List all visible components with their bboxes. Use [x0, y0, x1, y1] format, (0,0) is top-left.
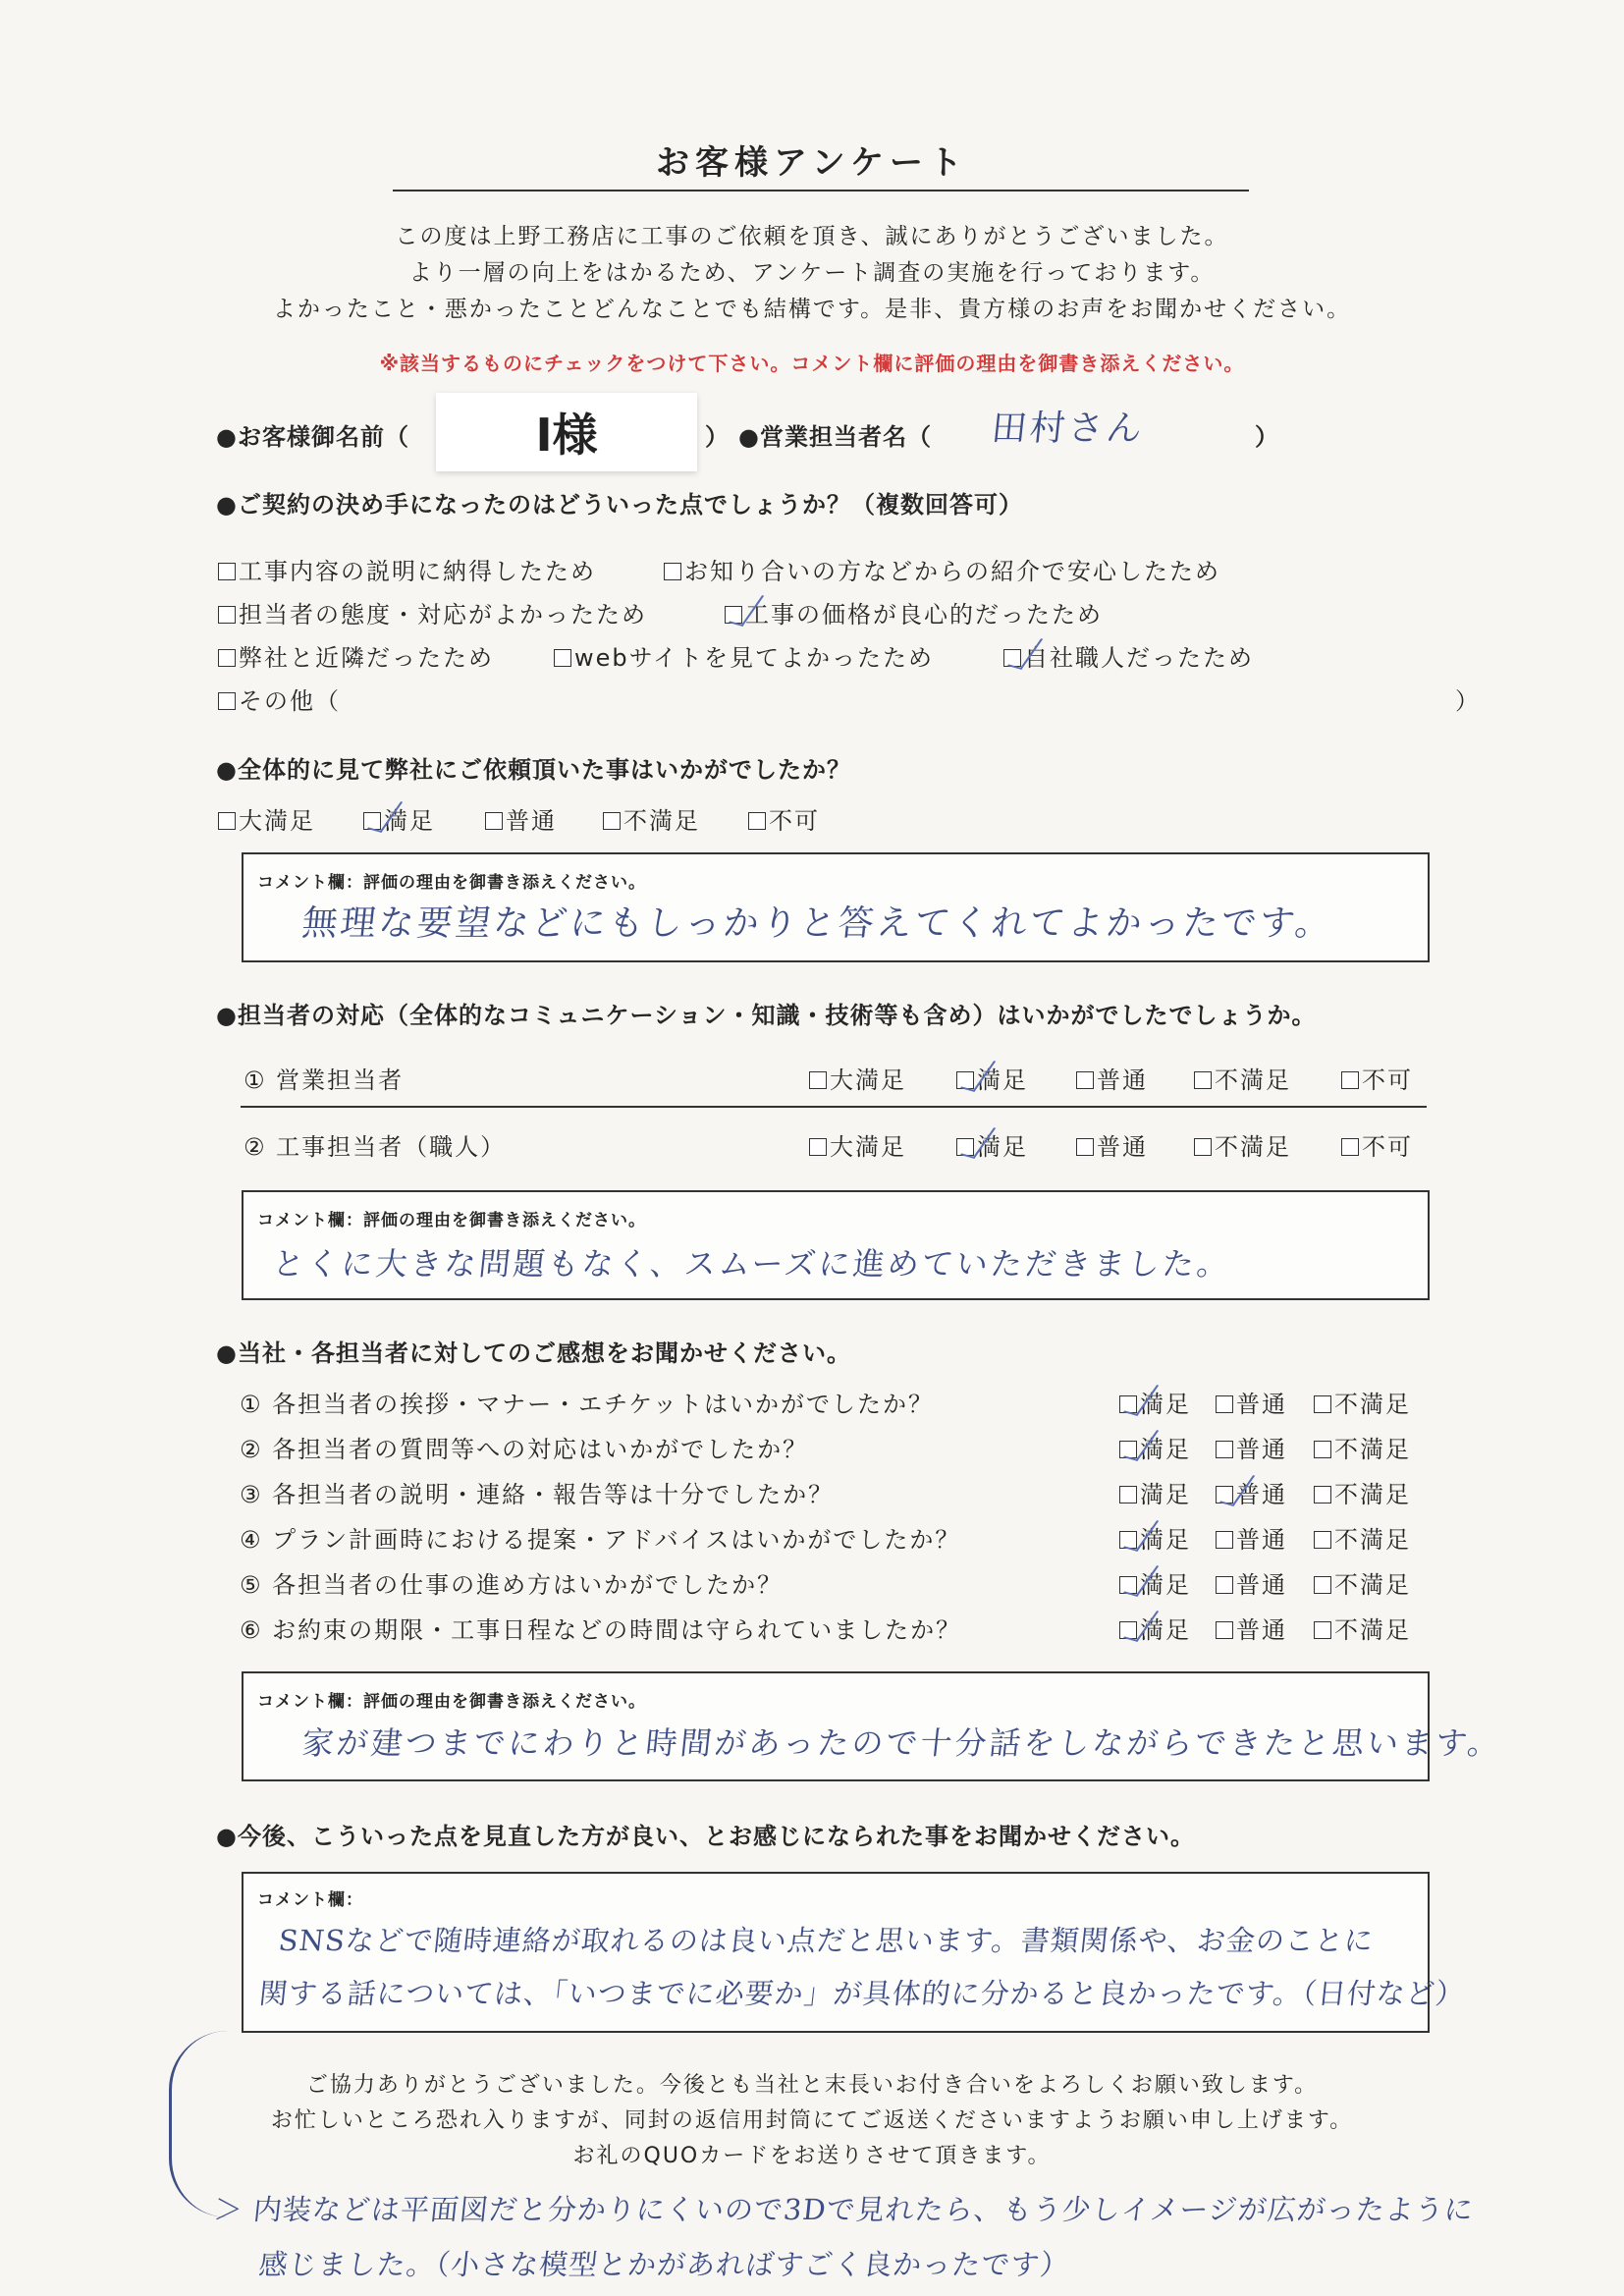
impression-item-label: ① 各担当者の挨拶・マナー・エチケットはいかがでしたか？ [240, 1391, 934, 1418]
comment-label: コメント欄： [257, 1890, 363, 1910]
impression-item-label: ⑤ 各担当者の仕事の進め方はいかがでしたか？ [240, 1571, 784, 1599]
rating-option[interactable]: 普通 [1216, 1611, 1287, 1645]
rating-option[interactable]: 普通 [1216, 1475, 1287, 1509]
rating-option[interactable]: 満足 [1119, 1565, 1191, 1600]
intro-line-2: より一層の向上をはかるため、アンケート調査の実施を行っております。 [408, 260, 1216, 286]
rating-option[interactable]: 不満足 [1314, 1475, 1411, 1509]
checkbox-option[interactable]: お知り合いの方などからの紹介で安心したため [664, 552, 1220, 586]
comment-box-staff[interactable] [242, 1190, 1430, 1300]
comment-box-improvements[interactable] [242, 1872, 1467, 2033]
checkbox-icon [1216, 1441, 1233, 1458]
checkbox-icon [485, 812, 503, 830]
rating-option[interactable]: 不可 [1341, 1061, 1413, 1095]
comment-box-impressions[interactable] [242, 1671, 1504, 1781]
rating-option[interactable]: 不満足 [1194, 1061, 1291, 1095]
checkbox-option[interactable]: 工事内容の説明に納得したため [218, 552, 596, 586]
sales-rep-label: ●営業担当者名（ [738, 423, 932, 451]
checkbox-icon [1314, 1486, 1331, 1503]
checkbox-checked-icon [363, 812, 381, 830]
checkbox-icon [1341, 1138, 1359, 1156]
comment-label: コメント欄：評価の理由を御書き添えください。 [257, 1211, 646, 1230]
rating-option[interactable]: 満足 [363, 801, 435, 836]
rating-option[interactable]: 満足 [1119, 1611, 1191, 1645]
checkbox-icon [748, 812, 766, 830]
checkbox-icon [218, 606, 236, 624]
question-contract-reason: ●ご契約の決め手になったのはどういった点でしょうか？（複数回答可） [216, 491, 1023, 519]
checkbox-checked-icon [1119, 1621, 1137, 1639]
rating-option[interactable]: 不満足 [603, 801, 700, 836]
rating-option[interactable]: 不満足 [1314, 1611, 1411, 1645]
handwritten-comment-line-1: SNSなどで随時連絡が取れるのは良い点だと思います。書類関係や、お金のことに [277, 1924, 1376, 1957]
checkbox-option[interactable]: 弊社と近隣だったため [218, 638, 494, 673]
checkbox-option[interactable]: その他（ [218, 682, 341, 716]
rating-option[interactable]: 大満足 [809, 1127, 906, 1162]
thanks-line-3: お礼のQUOカードをお送りさせて頂きます。 [572, 2144, 1052, 2168]
other-close-paren: ） [1455, 687, 1481, 715]
handwritten-comment: とくに大きな問題もなく、スムーズに進めていただきました。 [270, 1245, 1233, 1283]
handwritten-comment-line-2: 関する話については、「いつまでに必要か」が具体的に分かると良かったです。（日付など） [257, 1977, 1467, 2010]
checkbox-icon [1119, 1486, 1137, 1503]
handwritten-comment: 無理な要望などにもしっかりと答えてくれてよかったです。 [299, 903, 1335, 944]
rating-option[interactable]: 不満足 [1194, 1127, 1291, 1162]
rating-option[interactable]: 普通 [1076, 1061, 1148, 1095]
rating-option[interactable]: 普通 [1216, 1430, 1287, 1464]
checkbox-checked-icon [1003, 649, 1021, 667]
row-label-construction: ② 工事担当者（職人） [244, 1133, 507, 1161]
checkbox-icon [554, 649, 571, 667]
title-divider [393, 190, 1249, 191]
rating-option[interactable]: 不可 [1341, 1127, 1413, 1162]
checkbox-checked-icon [1119, 1531, 1137, 1549]
sales-rep-handwritten: 田村さん [989, 409, 1147, 449]
checkbox-icon [809, 1138, 827, 1156]
rating-option[interactable]: 不可 [748, 801, 820, 836]
rating-option[interactable]: 普通 [485, 801, 557, 836]
row-label-sales: ① 営業担当者 [244, 1066, 405, 1094]
checkbox-icon [1341, 1071, 1359, 1089]
checkbox-icon [1076, 1071, 1094, 1089]
rating-option[interactable]: 満足 [1119, 1475, 1191, 1509]
page-title: お客様アンケート [656, 143, 968, 183]
customer-name-label: ●お客様御名前（ [216, 423, 409, 451]
checkbox-icon [218, 563, 236, 580]
thanks-line-1: ご協力ありがとうございました。今後とも当社と末長いお付き合いをよろしくお願い致します。 [305, 2073, 1319, 2098]
checkbox-option[interactable]: 担当者の態度・対応がよかったため [218, 595, 647, 629]
checkbox-icon [1314, 1441, 1331, 1458]
checkbox-icon [1314, 1621, 1331, 1639]
checkbox-icon [1314, 1531, 1331, 1549]
checkbox-checked-icon [1119, 1441, 1137, 1458]
row-divider [241, 1106, 1427, 1108]
checkbox-checked-icon [1216, 1486, 1233, 1503]
comment-label: コメント欄：評価の理由を御書き添えください。 [257, 873, 646, 893]
impression-item-label: ② 各担当者の質問等への対応はいかがでしたか？ [240, 1436, 809, 1463]
checkbox-icon [1194, 1138, 1212, 1156]
comment-box-overall[interactable] [242, 852, 1430, 962]
checkbox-icon [1314, 1395, 1331, 1413]
rating-option[interactable]: 普通 [1216, 1520, 1287, 1555]
instruction-notice: ※該当するものにチェックをつけて下さい。コメント欄に評価の理由を御書き添えください。 [379, 352, 1245, 375]
checkbox-icon [218, 812, 236, 830]
rating-option[interactable]: 不満足 [1314, 1565, 1411, 1600]
customer-name-close: ） [705, 423, 730, 451]
checkbox-checked-icon [956, 1138, 974, 1156]
checkbox-icon [1216, 1621, 1233, 1639]
rating-option[interactable]: 普通 [1216, 1385, 1287, 1419]
checkbox-icon [809, 1071, 827, 1089]
checkbox-icon [1194, 1071, 1212, 1089]
intro-line-1: この度は上野工務店に工事のご依頼を頂き、誠にありがとうございました。 [395, 224, 1229, 249]
checkbox-icon [218, 692, 236, 710]
checkbox-checked-icon [725, 606, 742, 624]
question-improvements: ●今後、こういった点を見直した方が良い、とお感じになられた事をお聞かせください。 [216, 1823, 1195, 1850]
checkbox-checked-icon [956, 1071, 974, 1089]
question-staff-response: ●担当者の対応（全体的なコミュニケーション・知識・技術等も含め）はいかがでしたでしょうか。 [216, 1002, 1317, 1029]
rating-option[interactable]: 満足 [1119, 1430, 1191, 1464]
checkbox-icon [664, 563, 681, 580]
checkbox-icon [1314, 1576, 1331, 1594]
rating-option[interactable]: 満足 [1119, 1520, 1191, 1555]
checkbox-option[interactable]: webサイトを見てよかったため [554, 638, 934, 673]
intro-line-3: よかったこと・悪かったことどんなことでも結構です。是非、貴方様のお声をお聞かせください。 [272, 297, 1352, 322]
customer-name-value: I様 [535, 409, 598, 462]
handwritten-note-line-1: ＞ 内装などは平面図だと分かりにくいので3Dで見れたら、もう少しイメージが広がったように [212, 2193, 1476, 2226]
checkbox-icon [1216, 1576, 1233, 1594]
handwritten-comment: 家が建つまでにわりと時間があったので十分話をしながらできたと思います。 [299, 1724, 1504, 1762]
rating-option[interactable]: 満足 [956, 1127, 1028, 1162]
comment-label: コメント欄：評価の理由を御書き添えください。 [257, 1692, 646, 1712]
checkbox-icon [218, 649, 236, 667]
checkbox-icon [1076, 1138, 1094, 1156]
rating-option[interactable]: 不満足 [1314, 1430, 1411, 1464]
impression-item-label: ⑥ お約束の期限・工事日程などの時間は守られていましたか？ [240, 1616, 962, 1644]
rating-option[interactable]: 満足 [1119, 1385, 1191, 1419]
rating-option[interactable]: 不満足 [1314, 1385, 1411, 1419]
rating-option[interactable]: 満足 [956, 1061, 1028, 1095]
checkbox-icon [1216, 1531, 1233, 1549]
sales-rep-close: ） [1255, 423, 1279, 451]
question-impressions: ●当社・各担当者に対してのご感想をお聞かせください。 [216, 1339, 851, 1367]
rating-option[interactable]: 大満足 [218, 801, 315, 836]
checkbox-icon [603, 812, 621, 830]
checkbox-option[interactable]: 自社職人だったため [1003, 638, 1254, 673]
question-overall-satisfaction: ●全体的に見て弊社にご依頼頂いた事はいかがでしたか？ [216, 756, 851, 784]
customer-name-field[interactable] [436, 393, 697, 471]
checkbox-icon [1216, 1395, 1233, 1413]
checkbox-checked-icon [1119, 1395, 1137, 1413]
checkbox-checked-icon [1119, 1576, 1137, 1594]
impression-item-label: ④ プラン計画時における提案・アドバイスはいかがでしたか？ [240, 1526, 961, 1554]
impression-item-label: ③ 各担当者の説明・連絡・報告等は十分でしたか？ [240, 1481, 835, 1508]
rating-option[interactable]: 大満足 [809, 1061, 906, 1095]
checkbox-option[interactable]: 工事の価格が良心的だったため [725, 595, 1103, 629]
thanks-line-2: お忙しいところ恐れ入りますが、同封の返信用封筒にてご返送くださいますようお願い申し上げます。 [270, 2108, 1354, 2133]
handwritten-note-line-2: 感じました。（小さな模型とかがあればすごく良かったです） [257, 2248, 1072, 2281]
rating-option[interactable]: 普通 [1216, 1565, 1287, 1600]
rating-option[interactable]: 不満足 [1314, 1520, 1411, 1555]
rating-option[interactable]: 普通 [1076, 1127, 1148, 1162]
